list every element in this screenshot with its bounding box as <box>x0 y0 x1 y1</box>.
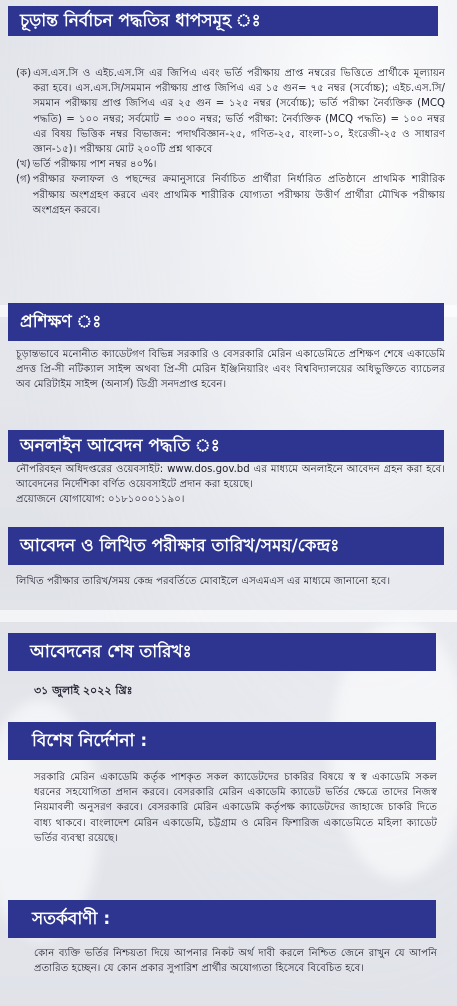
steps-title: চূড়ান্ত নির্বাচন পদ্ধতির ধাপসমূহ ঃ <box>20 10 261 31</box>
list-item <box>16 172 445 218</box>
list-marker: (খ) <box>16 159 31 171</box>
list-text: এস.এস.সি ও এইচ.এস.সি এর জিপিএ এবং ভর্তি পরীক্ষায় প্রাপ্ত নম্বরের ভিত্তিতে প্রার্থীকে মূল্যায়ন করা হবে। এস.এস.সি/সমমান পরীক্ষায় প্রাপ্ত জিপিএ এর ১৫ গুন= ৭৫ নম্বর (সর্বোচ্চ); এইচ.এস.সি/সমমান পরীক্ষায় প্রাপ্ত জিপিএ এর ২৫ গুন = ১২৫ নম্বর (সর্বোচ্চ); ভর্তি পরীক্ষা নৈর্ব্যক্তিক (MCQ পদ্ধতি) = ১০০ নম্বর; সর্বমোট = ৩০০ নম্বর; ভর্তি পরীক্ষা: নৈর্ব্যক্তিক (MCQ পদ্ধতি) = ১০০ নম্বর এর বিষয় ভিত্তিক নম্বর বিভাজন: পদার্থবিজ্ঞান-২৫, গণিত-২৫, বাংলা-১০, ইংরেজী-২৫ ও সাধারণ জ্ঞান-১৫)। পরীক্ষায় মোট ২০০টি প্রশ্ন থাকবে <box>33 68 445 156</box>
training-header <box>8 303 444 341</box>
list-text: ভর্তি পরীক্ষায় পাশ নম্বর ৪০%। <box>32 159 157 171</box>
list-item <box>16 157 445 172</box>
training-text: চূড়ান্তভাবে মনোনীত ক্যাডেটগণ বিভিন্ন সরকারি ও বেসরকারি মেরিন একাডেমিতে প্রশিক্ষণ শেষে একাডেমি প্রদত্ত প্রি-সী নটিক্যাল সাইন্স অথবা প্রি-সী মেরিন ইঞ্জিনিয়ারিং এবং বিশ্ববিদ্যালয়ের অধিভুক্তিতে ব্যাচেলর অব মেরিটাইম সাইন্স (অনার্স) ডিগ্রী সনদপ্রাপ্ত হবেন। <box>16 349 445 391</box>
training-body <box>16 347 445 393</box>
exam-body <box>16 574 445 589</box>
online-title: অনলাইন আবেদন পদ্ধতি ঃ <box>20 435 220 456</box>
online-body <box>16 462 445 508</box>
online-text: নৌপরিবহন অধিদপ্তরের ওয়েবসাইট: www.dos.gov.bd এর মাধ্যমে অনলাইনে আবেদন গ্রহন করা হবে। আবেদনের নির্দেশিকা বর্ণিত ওয়েবসাইটে প্রদান করা হয়েছে। <box>16 464 445 491</box>
deadline-title: আবেদনের শেষ তারিখঃ <box>30 641 192 662</box>
list-marker: (ক) <box>16 68 32 79</box>
special-title: বিশেষ নির্দেশনা : <box>32 730 148 751</box>
deadline-header <box>8 633 436 671</box>
background-stripe <box>0 610 457 622</box>
exam-header <box>8 527 444 565</box>
deadline-body <box>34 683 445 698</box>
warning-header <box>8 900 436 938</box>
training-title: প্রশিক্ষণ ঃ <box>20 311 102 332</box>
steps-header <box>8 6 438 36</box>
exam-text: লিখিত পরীক্ষার তারিখ/সময় কেন্দ্র পরবর্তিতে মোবাইলে এসএমএস এর মাধ্যমে জানানো হবে। <box>16 576 391 587</box>
list-text: পরীক্ষার ফলাফল ও পছন্দের ক্রমানুসারে নির্বাচিত প্রার্থীরা নির্ধারিত প্রতিষ্ঠানে প্রাথমিক শারীরিক পরীক্ষায় অংশগ্রহণ করবে এবং প্রাথমিক শারীরিক যোগ্যতা পরীক্ষায় উত্তীর্ণ প্রার্থীরা মৌখিক পরীক্ষায় অংশগ্রহন করবে। <box>32 174 445 216</box>
online-header <box>8 430 444 462</box>
steps-body <box>16 66 445 218</box>
online-contact: প্রয়োজনে যোগাযোগ: ০১৮১০০০১১৯০। <box>16 494 185 506</box>
special-body <box>34 770 437 846</box>
special-text: সরকারি মেরিন একাডেমি কর্তৃক পাশকৃত সকল ক্যাডেটদের চাকরির বিষয়ে স্ব স্ব একাডেমি সকল ধরনের সহযোগিতা প্রদান করবে। বেসরকারি মেরিন একাডেমি ক্যাডেট ভর্তির ক্ষেত্রে তাদের নিজস্ব নিয়মাবলী অনুসরণ করবে। বেসরকারি মেরিন একাডেমি কর্তৃপক্ষ ক্যাডেটদের জাহাজে চাকরি দিতে বাধ্য থাকবে। বাংলাদেশ মেরিন একাডেমি, চট্টগ্রাম ও মেরিন ফিশারিজ একাডেমিতে মহিলা ক্যাডেট ভর্তির ব্যবস্থা রয়েছে। <box>34 772 437 844</box>
deadline-date: ৩১ জুলাই ২০২২ খ্রিঃ <box>34 684 133 697</box>
list-item <box>16 66 445 157</box>
warning-text: কোন ব্যক্তি ভর্তির নিশ্চয়তা দিয়ে আপনার নিকট অর্থ দাবী করলে নিশ্চিত জেনে রাখুন যে আপনি প্রতারিত হচ্ছেন। যে কোন প্রকার সুপারিশ প্রার্থীর অযোগ্যতা হিসেবে বিবেচিত হবে। <box>34 948 437 975</box>
special-header <box>8 722 436 760</box>
list-marker: (গ) <box>16 174 31 186</box>
exam-title: আবেদন ও লিখিত পরীক্ষার তারিখ/সময়/কেন্দ্রঃ <box>20 535 340 556</box>
warning-title: সতর্কবাণী : <box>32 908 111 929</box>
warning-body <box>34 946 437 976</box>
